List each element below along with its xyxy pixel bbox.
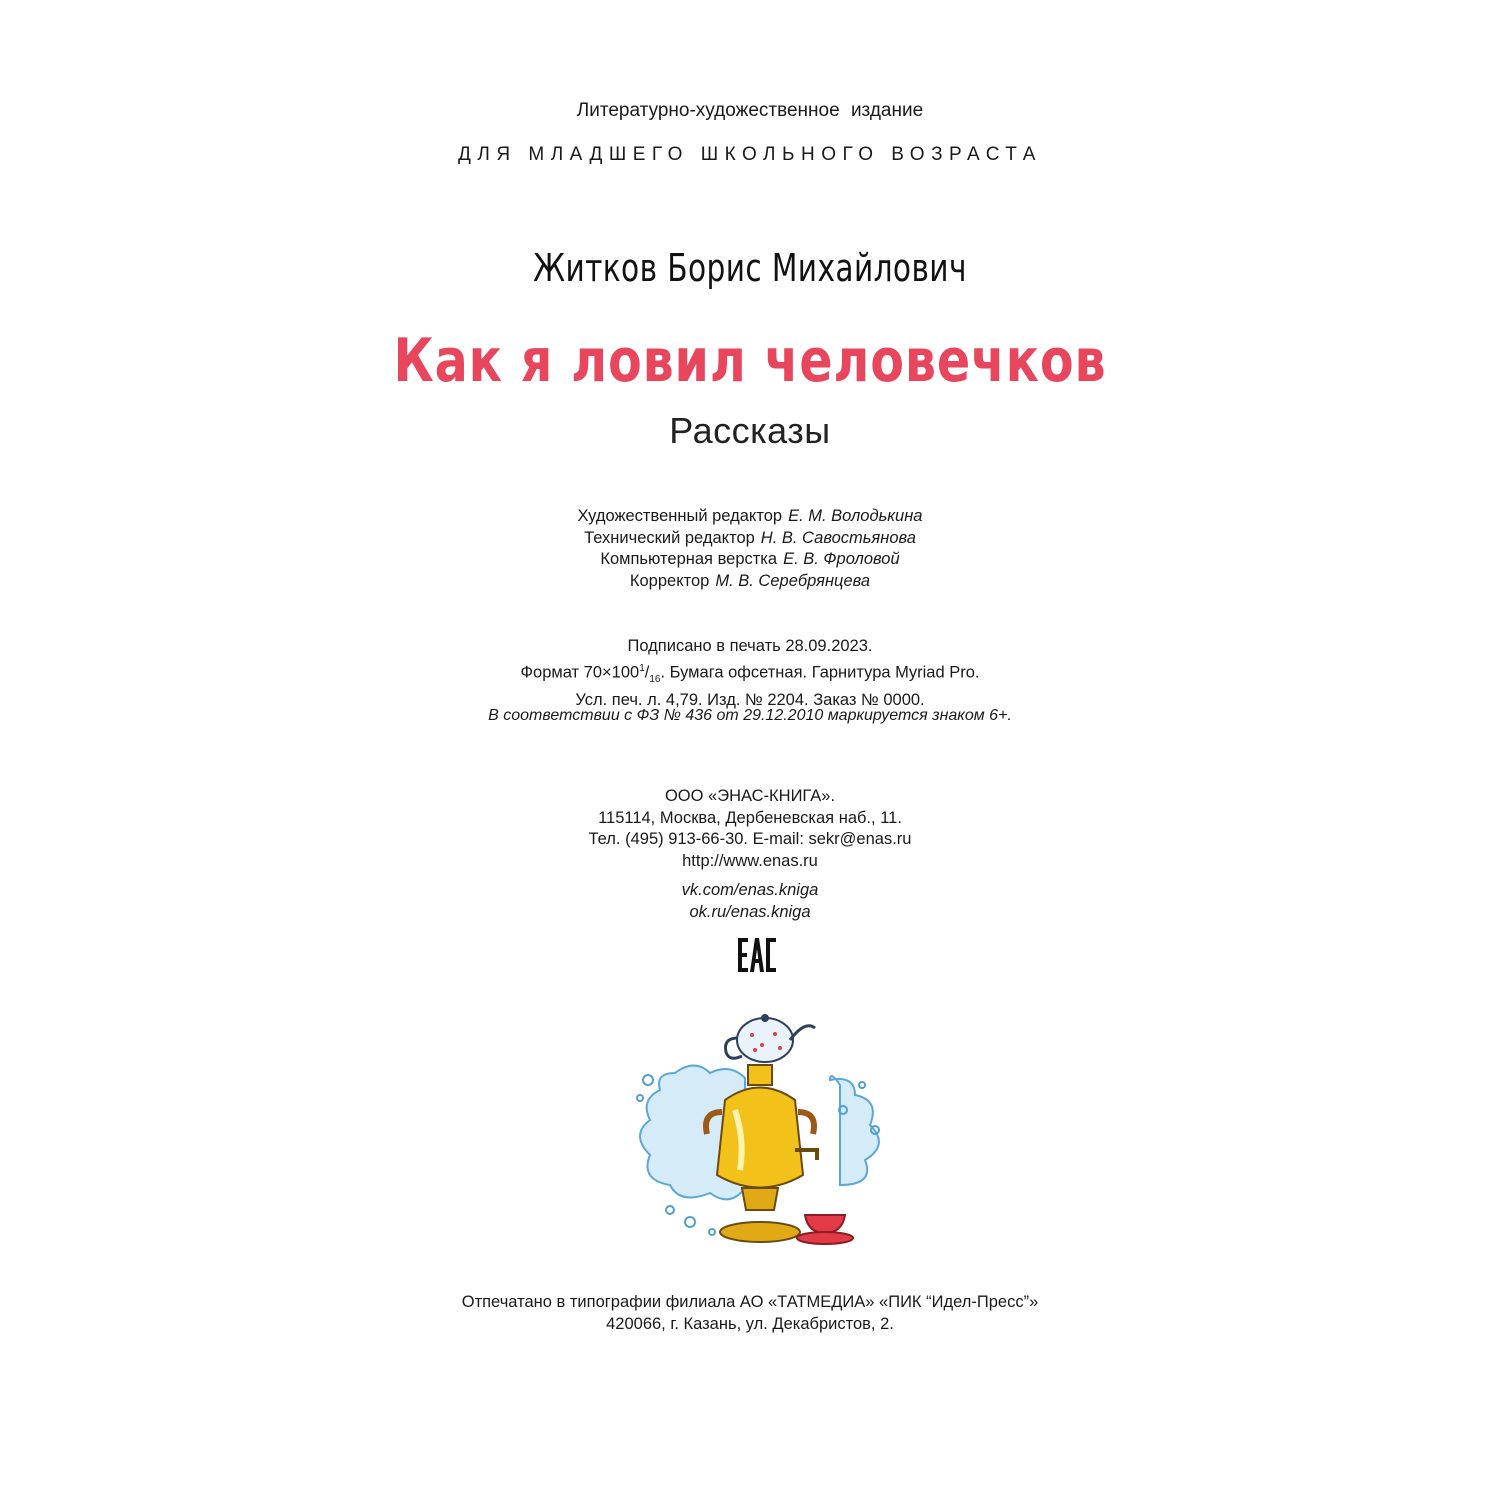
ok-link: ok.ru/enas.kniga	[689, 902, 811, 921]
credit-role: Корректор	[629, 571, 710, 590]
credit-name: Е. В. Фроловой	[783, 550, 900, 568]
age-group: ДЛЯ МЛАДШЕГО ШКОЛЬНОГО ВОЗРАСТА	[458, 144, 1042, 165]
credit-role: Компьютерная верстка	[600, 550, 778, 568]
edition-type: Литературно-художественное издание	[576, 100, 924, 121]
publisher-name: ООО «ЭНАС-КНИГА».	[664, 787, 836, 805]
printer-info	[0, 1292, 1500, 1335]
book-subtitle: Рассказы	[669, 410, 831, 451]
credit-line	[0, 528, 1500, 550]
credit-line	[0, 549, 1500, 571]
teapot	[726, 1014, 816, 1062]
credit-line	[0, 506, 1500, 528]
credit-role: Художественный редактор	[577, 507, 783, 525]
print-info	[0, 636, 1500, 711]
samovar-teapot-illustration	[630, 1010, 890, 1265]
vk-link: vk.com/enas.kniga	[681, 881, 819, 899]
credit-name: М. В. Серебрянцева	[715, 571, 871, 590]
eac-mark-icon	[737, 937, 777, 973]
credit-name: Е. М. Володькина	[788, 507, 923, 525]
signed-date: Подписано в печать 28.09.2023.	[627, 637, 873, 655]
teacup	[797, 1215, 853, 1244]
credit-name: Н. В. Савостьянова	[760, 528, 916, 547]
credit-role: Технический редактор	[584, 528, 755, 547]
publisher-contacts: Тел. (495) 913-66-30. E-mail: sekr@enas.ru	[588, 830, 912, 848]
format-line: Формат $70\times 100^1/_{16}$. Бумага офсетная. Гарнитура Myriad Pro.	[520, 662, 980, 685]
publisher-website: http://www.enas.ru	[682, 851, 818, 870]
credits-block	[0, 506, 1500, 592]
volume-line: Усл. печ. л. 4,79. Изд. № 2204. Заказ № 0000.	[575, 690, 925, 709]
format-sub: 16	[649, 673, 661, 685]
book-title: Как я ловил человечков	[393, 326, 1107, 396]
format-sup: 1	[639, 662, 645, 674]
credit-line	[0, 571, 1500, 593]
publisher-address: 115114, Москва, Дербеневская наб., 11.	[598, 808, 902, 827]
format-suffix: . Бумага офсетная. Гарнитура Myriad Pro.	[660, 663, 980, 681]
law-note: В соответствии с ФЗ № 436 от 29.12.2010 маркируется знаком 6+.	[488, 707, 1012, 724]
publisher-info	[0, 786, 1500, 872]
format-prefix: Формат 70×100	[520, 663, 640, 681]
printer-name: Отпечатано в типографии филиала АО «ТАТМЕДИА» «ПИК “Идел-Пресс”»	[461, 1293, 1039, 1311]
printer-address: 420066, г. Казань, ул. Декабристов, 2.	[606, 1314, 894, 1333]
social-links	[0, 880, 1500, 923]
book-author: Житков Борис Михайлович	[533, 246, 967, 290]
